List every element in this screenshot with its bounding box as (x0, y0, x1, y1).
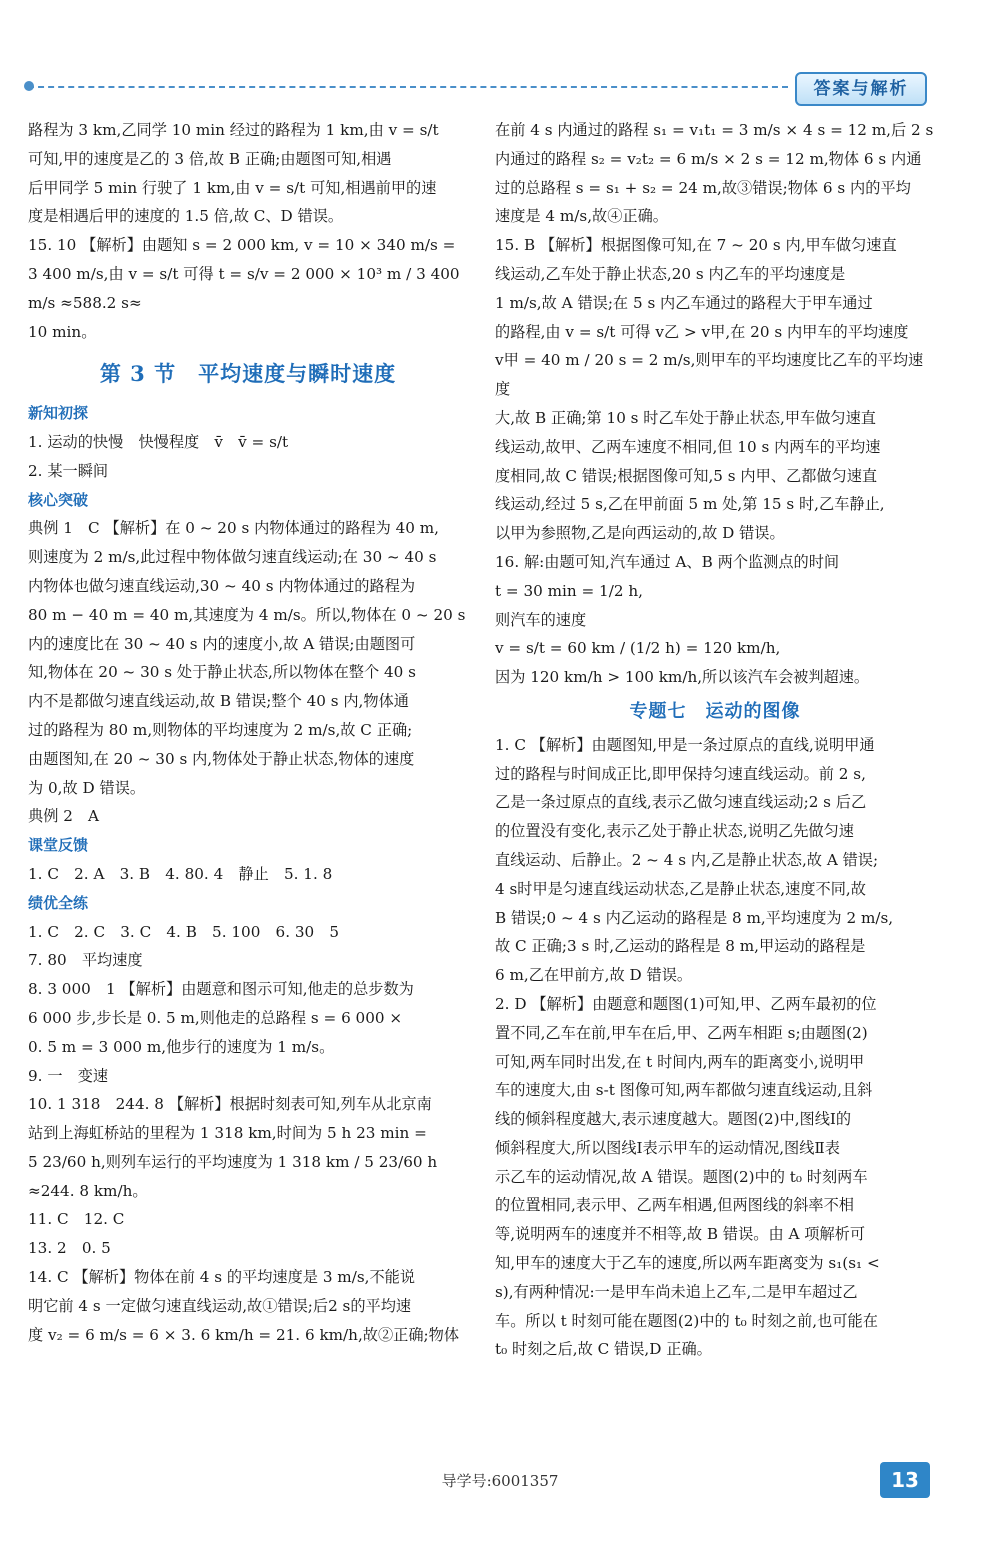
topic7-line: 过的路程与时间成正比,即甲保持匀速直线运动。前 2 s, (495, 764, 866, 783)
left-line: 度是相遇后甲的速度的 1.5 倍,故 C、D 错误。 (28, 207, 344, 226)
left-line: 10 min。 (28, 322, 97, 341)
right-line: v甲 = 40 m / 20 s = 2 m/s,则甲车的平均速度比乙车的平均速度 (495, 351, 924, 399)
jiyou-line: 10. 1 318 244. 8 【解析】根据时刻表可知,列车从北京南 (28, 1095, 432, 1114)
hexin-line: 典例 1 C 【解析】在 0 ~ 20 s 内物体通过的路程为 40 m, (28, 519, 439, 538)
jiyou-line: 11. C 12. C (28, 1210, 125, 1229)
right-column (495, 116, 935, 1364)
subhead-ketang: 课堂反馈 (28, 836, 89, 855)
right-line: 1 m/s,故 A 错误;在 5 s 内乙车通过的路程大于甲车通过 (495, 293, 873, 312)
left-line: 15. 10 【解析】由题知 s = 2 000 km, v = 10 × 340 m/s = (28, 236, 456, 255)
subhead-jiyou: 绩优全练 (28, 893, 89, 912)
jiyou-line: 7. 80 平均速度 (28, 951, 143, 970)
jiyou-line: 13. 2 0. 5 (28, 1239, 111, 1258)
right-line: 则汽车的速度 (495, 610, 587, 629)
hexin-line: 知,物体在 20 ~ 30 s 处于静止状态,所以物体在整个 40 s (28, 663, 416, 682)
hexin-line: 则速度为 2 m/s,此过程中物体做匀速直线运动;在 30 ~ 40 s (28, 548, 437, 567)
ketang-list (28, 860, 468, 889)
right-line: 过的总路程 s = s₁ + s₂ = 24 m,故③错误;物体 6 s 内的平均 (495, 178, 911, 197)
xinzhi-line: 2. 某一瞬间 (28, 461, 109, 480)
topic7-line: B 错误;0 ~ 4 s 内乙运动的路程是 8 m,平均速度为 2 m/s, (495, 908, 894, 927)
topic7-line: 车的速度大,由 s-t 图像可知,两车都做匀速直线运动,且斜 (495, 1081, 873, 1100)
right-line: 在前 4 s 内通过的路程 s₁ = v₁t₁ = 3 m/s × 4 s = 12 m,后 2 s (495, 121, 934, 139)
topic7-line: 车。所以 t 时刻可能在题图(2)中的 t₀ 时刻之前,也可能在 (495, 1311, 878, 1330)
topic7-line: 知,甲车的速度大于乙车的速度,所以两车距离变为 s₁(s₁ < (495, 1254, 880, 1273)
left-line: 可知,甲的速度是乙的 3 倍,故 B 正确;由题图可知,相遇 (28, 149, 392, 168)
hexin-line: 由题图知,在 20 ~ 30 s 内,物体处于静止状态,物体的速度 (28, 749, 415, 768)
right-line: 线运动,故甲、乙两车速度不相同,但 10 s 内两车的平均速 (495, 437, 881, 456)
page-number: 13 (880, 1462, 930, 1498)
jiyou-line: 9. 一 变速 (28, 1066, 109, 1085)
section-title: 第 3 节 平均速度与瞬时速度 (99, 361, 397, 387)
topic7-list (495, 731, 935, 1365)
right-line: 内通过的路程 s₂ = v₂t₂ = 6 m/s × 2 s = 12 m,物体 6 s 内通 (495, 149, 922, 168)
hexin-line: 内不是都做匀速直线运动,故 B 错误;整个 40 s 内,物体通 (28, 692, 409, 711)
topic7-line: t₀ 时刻之后,故 C 错误,D 正确。 (495, 1340, 712, 1359)
footer-code: 导学号:6001357 (441, 1472, 559, 1490)
right-line: 大,故 B 正确;第 10 s 时乙车处于静止状态,甲车做匀速直 (495, 408, 876, 427)
jiyou-line: 6 000 步,步长是 0. 5 m,则他走的总路程 s = 6 000 × (28, 1008, 403, 1027)
header-badge: 答案与解析 (795, 72, 927, 106)
topic-title: 专题七 运动的图像 (629, 700, 801, 722)
hexin-line: 内的速度比在 30 ~ 40 s 内的速度小,故 A 错误;由题图可 (28, 634, 416, 653)
right-line: v = s/t = 60 km / (1/2 h) = 120 km/h, (495, 639, 781, 658)
jiyou-line: 8. 3 000 1 【解析】由题意和图示可知,他走的总步数为 (28, 980, 414, 999)
topic7-line: 2. D 【解析】由题意和题图(1)可知,甲、乙两车最初的位 (495, 994, 877, 1013)
topic7-line: 的位置相同,表示甲、乙两车相遇,但两图线的斜率不相 (495, 1196, 854, 1215)
left-intro (28, 116, 468, 346)
jiyou-line: 14. C 【解析】物体在前 4 s 的平均速度是 3 m/s,不能说 (28, 1268, 416, 1287)
topic7-line: 倾斜程度大,所以图线Ⅰ表示甲车的运动情况,图线Ⅱ表 (495, 1138, 840, 1157)
jiyou-line: 1. C 2. C 3. C 4. B 5. 100 6. 30 5 (28, 922, 340, 941)
topic7-line: 线的倾斜程度越大,表示速度越大。题图(2)中,图线Ⅰ的 (495, 1110, 852, 1129)
topic7-line: 可知,两车同时出发,在 t 时间内,两车的距离变小,说明甲 (495, 1052, 865, 1071)
right-line: 线运动,经过 5 s,乙在甲前面 5 m 处,第 15 s 时,乙车静止, (495, 495, 885, 514)
right-line: 速度是 4 m/s,故④正确。 (495, 207, 668, 226)
topic7-line: 直线运动、后静止。2 ~ 4 s 内,乙是静止状态,故 A 错误; (495, 850, 879, 869)
subhead-hexin: 核心突破 (28, 490, 89, 509)
right-line: 以甲为参照物,乙是向西运动的,故 D 错误。 (495, 524, 785, 543)
right-line: 因为 120 km/h > 100 km/h,所以该汽车会被判超速。 (495, 668, 870, 687)
hexin-line: 80 m − 40 m = 40 m,其速度为 4 m/s。所以,物体在 0 ~ 20 s (28, 605, 466, 624)
xinzhi-list (28, 428, 468, 486)
left-column (28, 116, 468, 1349)
topic7-line: 乙是一条过原点的直线,表示乙做匀速直线运动;2 s 后乙 (495, 793, 867, 812)
jiyou-line: 站到上海虹桥站的里程为 1 318 km,时间为 5 h 23 min = (28, 1124, 427, 1143)
topic7-line: s),有两种情况:一是甲车尚未追上乙车,二是甲车超过乙 (495, 1282, 858, 1301)
hexin-line: 为 0,故 D 错误。 (28, 778, 146, 797)
hexin-line: 过的路程为 80 m,则物体的平均速度为 2 m/s,故 C 正确; (28, 720, 413, 739)
xinzhi-line: 1. 运动的快慢 快慢程度 v̄ v̄ = s/t (28, 432, 289, 451)
left-line: 后甲同学 5 min 行驶了 1 km,由 v = s/t 可知,相遇前甲的速 (28, 178, 437, 197)
topic7-line: 示乙车的运动情况,故 A 错误。题图(2)中的 t₀ 时刻两车 (495, 1167, 868, 1186)
right-line: 15. B 【解析】根据图像可知,在 7 ~ 20 s 内,甲车做匀速直 (495, 236, 897, 255)
hexin-line: 典例 2 A (28, 807, 100, 826)
topic7-line: 4 s时甲是匀速直线运动状态,乙是静止状态,速度不同,故 (495, 879, 866, 898)
right-line: 16. 解:由题可知,汽车通过 A、B 两个监测点的时间 (495, 552, 840, 571)
jiyou-line: 明它前 4 s 一定做匀速直线运动,故①错误;后2 s的平均速 (28, 1296, 412, 1315)
topic7-line: 等,说明两车的速度并不相等,故 B 错误。由 A 项解析可 (495, 1225, 866, 1244)
topic7-line: 1. C 【解析】由题图知,甲是一条过原点的直线,说明甲通 (495, 735, 875, 754)
right-list (495, 116, 935, 692)
topic7-line: 的位置没有变化,表示乙处于静止状态,说明乙先做匀速 (495, 822, 854, 841)
topic7-line: 6 m,乙在甲前方,故 D 错误。 (495, 966, 693, 985)
hexin-list (28, 514, 468, 831)
left-line: 路程为 3 km,乙同学 10 min 经过的路程为 1 km,由 v = s/t (28, 121, 439, 139)
ketang-line: 1. C 2. A 3. B 4. 80. 4 静止 5. 1. 8 (28, 864, 333, 883)
right-line: 度相同,故 C 错误;根据图像可知,5 s 内甲、乙都做匀速直 (495, 466, 878, 485)
jiyou-list (28, 918, 468, 1350)
jiyou-line: 度 v₂ = 6 m/s = 6 × 3. 6 km/h = 21. 6 km/h,故②正确;物体 (28, 1325, 460, 1344)
topic7-line: 置不同,乙车在前,甲车在后,甲、乙两车相距 s;由题图(2) (495, 1023, 868, 1042)
header-dashed-rule (28, 86, 788, 88)
hexin-line: 内物体也做匀速直线运动,30 ~ 40 s 内物体通过的路程为 (28, 576, 416, 595)
left-line: 3 400 m/s,由 v = s/t 可得 t = s/v = 2 000 × 10³ m / 3 400 m/s ≈588.2 s≈ (28, 264, 460, 312)
jiyou-line: 5 23/60 h,则列车运行的平均速度为 1 318 km / 5 23/60 h ≈244. 8 km/h。 (28, 1152, 438, 1200)
right-line: 线运动,乙车处于静止状态,20 s 内乙车的平均速度是 (495, 264, 846, 283)
topic7-line: 故 C 正确;3 s 时,乙运动的路程是 8 m,甲运动的路程是 (495, 937, 866, 956)
subhead-xinzhi: 新知初探 (28, 404, 89, 423)
jiyou-line: 0. 5 m = 3 000 m,他步行的速度为 1 m/s。 (28, 1037, 335, 1056)
right-line: 的路程,由 v = s/t 可得 v乙 > v甲,在 20 s 内甲车的平均速度 (495, 322, 909, 341)
right-line: t = 30 min = 1/2 h, (495, 581, 643, 600)
